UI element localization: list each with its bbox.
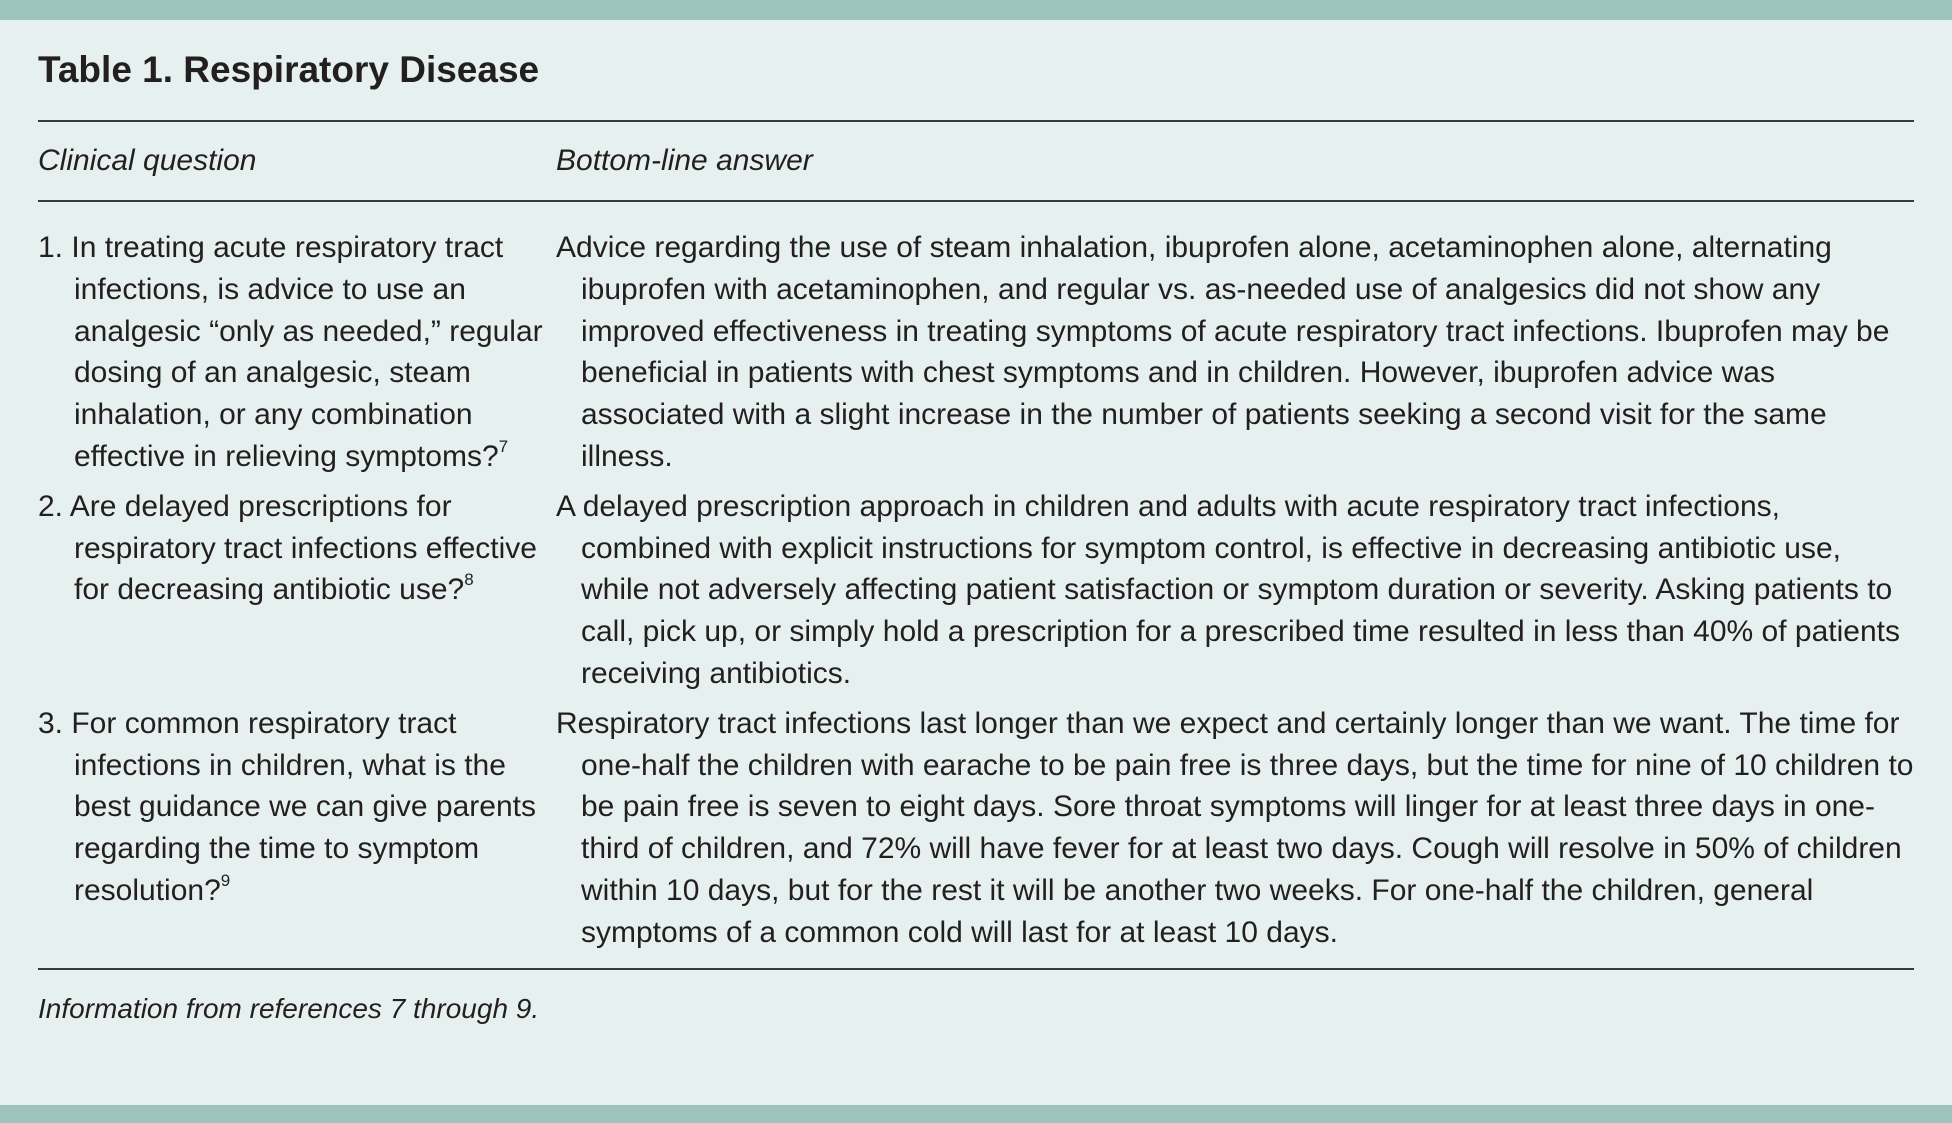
reference-superscript: 9 [220, 870, 231, 890]
table-panel [38, 20, 1914, 1026]
reference-superscript: 7 [498, 436, 509, 456]
table-body [38, 202, 1914, 968]
table-row [38, 486, 1914, 695]
bottom-line-answer-cell: Advice regarding the use of steam inhalation, ibuprofen alone, acetaminophen alone, alternating ibuprofen with acetaminophen, and regular vs. as-needed use of analgesics did not show any improved effectiveness in treating symptoms of acute respiratory tract infections. Ibuprofen may be beneficial in patients with chest symptoms and in children. However, ibuprofen advice was associated with a slight increase in the number of patients seeking a second visit for the same illness. [556, 231, 1890, 473]
question-text: 2. Are delayed prescriptions for respiratory tract infections effective for decreasing antibiotic use? [38, 489, 537, 607]
clinical-question-cell [38, 703, 556, 954]
clinical-question-cell [38, 227, 556, 478]
column-header-bottom-line-answer: Bottom-line answer [556, 144, 813, 177]
bottom-line-answer-cell: A delayed prescription approach in children and adults with acute respiratory tract infections, combined with explicit instructions for symptom control, is effective in decreasing antibiotic use, while not adversely affecting patient satisfaction or symptom duration or severity. Asking patients to call, pick up, or simply hold a prescription for a prescribed time resulted in less than 40% of patients receiving antibiotics. [556, 489, 1900, 690]
reference-superscript: 8 [464, 570, 474, 590]
table-row [38, 227, 1914, 478]
bottom-line-answer-cell: Respiratory tract infections last longer than we expect and certainly longer than we want. The time for one-half the children with earache to be pain free is three days, but the time for nine of 10 children to be pain free is seven to eight days. Sore throat symptoms will linger for at least three days in one-third of children, and 72% will have fever for at least two days. Cough will resolve in 50% of children within 10 days, but for the rest it will be another two weeks. For one-half the children, general symptoms of a common cold will last for at least 10 days. [556, 706, 1914, 949]
table-title: Table 1. Respiratory Disease [38, 49, 540, 90]
top-accent-band [0, 0, 1952, 20]
question-text: 1. In treating acute respiratory tract infections, is advice to use an analgesic “only as needed,” regular dosing of an analgesic, steam inhalation, or any combination effective in relieving symptoms? [38, 231, 543, 473]
column-header-clinical-question: Clinical question [38, 144, 257, 177]
question-text: 3. For common respiratory tract infections in children, what is the best guidance we can give parents regarding the time to symptom resolution? [38, 706, 536, 907]
clinical-question-cell [38, 486, 556, 695]
bottom-accent-band [0, 1105, 1952, 1123]
table-row [38, 703, 1914, 954]
table-footnote: Information from references 7 through 9. [38, 992, 540, 1024]
table-header-row [38, 122, 1914, 200]
